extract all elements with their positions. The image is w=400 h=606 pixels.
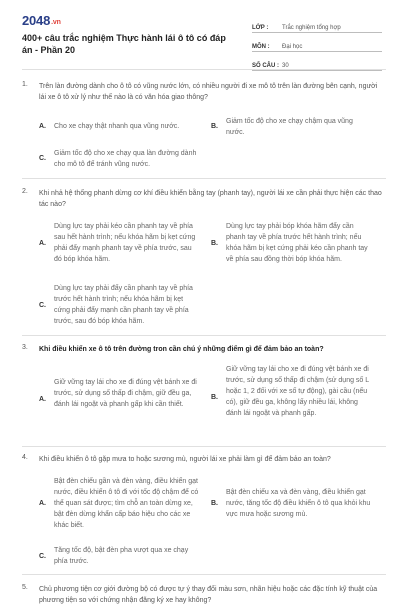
question-text: Khi nhả hệ thống phanh dừng cơ khí điều khiển bằng tay (phanh tay), người lái xe cần phải thực hiện các thao tác nào? [39,190,382,208]
meta-label: LỚP : [252,25,269,31]
option-text: Bật đèn chiếu xa và đèn vàng, điều khiển gạt nước, tăng tốc độ điều khiển ô tô qua khỏi khu vực mưa hoặc sương mù. [226,489,371,518]
option-text: Bật đèn chiếu gần và đèn vàng, điều khiển gạt nước, điều khiển ô tô đi với tốc độ chậm để có thể quan sát được; tìm chỗ an toàn dừng xe, bật đèn dừng khẩn cấp báo hiệu cho các xe khác biết. [54,478,199,529]
question-text: Trên làn đường dành cho ô tô có vũng nước lớn, có nhiều người đi xe mô tô trên làn đường bên cạnh, người lái xe ô tô xử lý như thế nào là có văn hóa giao thông? [39,83,378,101]
question-divider [22,574,386,575]
option-text: Dùng lực tay phải đẩy cần phanh tay về phía trước hết hành trình; nếu khóa hãm bị kẹt cứng phải đẩy mạnh cần phanh tay về phía trước, sau đó bóp khóa hãm. [54,285,193,325]
meta-row-class [252,14,382,33]
option-letter: B. [211,394,218,401]
meta-value: 30 [282,63,289,69]
question-number: 5. [22,584,28,591]
document-title: 400+ câu trắc nghiệm Thực hành lái ô tô có đáp án - Phần 20 [22,33,226,55]
header-divider [22,69,386,70]
meta-label: MÔN : [252,44,270,50]
meta-value: Đại học [282,44,303,50]
logo-main: 2048 [22,13,51,28]
meta-row-subject [252,33,382,52]
option-letter: B. [211,500,218,507]
question-divider [22,178,386,179]
option-text: Giảm tốc độ cho xe chạy qua làn đường dành cho mô tô để tránh vũng nước. [54,150,197,168]
option-letter: A. [39,240,46,247]
question-text: Chủ phương tiện cơ giới đường bộ có được tự ý thay đổi màu sơn, nhãn hiệu hoặc các đặc tính kỹ thuật của phương tiện so với chứng nhận đăng ký xe hay không? [39,586,378,604]
logo-tld: .vn [51,19,61,26]
option-letter: A. [39,123,46,130]
meta-value: Trắc nghiệm tổng hợp [282,25,341,31]
question-number: 2. [22,188,28,195]
option-text: Dùng lực tay phải bóp khóa hãm đẩy cần phanh tay về phía trước hết hành trình; nếu khóa hãm bị kẹt cứng phải kéo cần phanh tay về phía sau đồng thời bóp khóa hãm. [226,223,368,263]
site-logo[interactable] [22,13,61,28]
option-letter: B. [211,240,218,247]
question-divider [22,446,386,447]
option-text: Tăng tốc độ, bật đèn pha vượt qua xe chạy phía trước. [54,547,189,565]
question-divider [22,335,386,336]
meta-label: SỐ CÂU : [252,63,279,69]
option-letter: A. [39,396,46,403]
option-text: Giảm tốc độ cho xe chạy chậm qua vũng nước. [226,118,353,136]
option-text: Dùng lực tay phải kéo cần phanh tay về phía sau hết hành trình; nếu khóa hãm bị kẹt cứng phải đẩy mạnh phanh tay về phía trước, sau đó bóp khóa hãm. [54,223,196,263]
option-letter: B. [211,123,218,130]
option-letter: C. [39,302,46,309]
question-text: Khi điều khiển xe ô tô trên đường tron cần chú ý những điểm gì để đảm bảo an toàn? [39,346,324,353]
question-text: Khi điều khiển ô tô gặp mưa to hoặc sương mù, người lái xe phải làm gì để đảm bảo an toàn? [39,456,331,463]
option-letter: C. [39,553,46,560]
question-number: 3. [22,344,28,351]
question-number: 4. [22,454,28,461]
question-number: 1. [22,81,28,88]
option-letter: A. [39,500,46,507]
option-letter: C. [39,155,46,162]
option-text: Giữ vững tay lái cho xe đi đúng vệt bánh xe đi trước, sử dụng số thấp đi chậm (sử dụng số L hoặc 1, 2 đối với xe số tự động), gài cầu (nếu có), giữ đều ga, không lấy nhiều lái, không đánh lái ngoặt và phanh gấp. [226,366,369,417]
option-text: Giữ vững tay lái cho xe đi đúng vệt bánh xe đi trước, sử dụng số thấp đi chậm, giữ đều ga, đánh lái ngoặt và phanh gấp khi cần thiết. [54,379,197,408]
option-text: Cho xe chạy thật nhanh qua vũng nước. [54,123,180,130]
meta-panel [252,14,382,71]
